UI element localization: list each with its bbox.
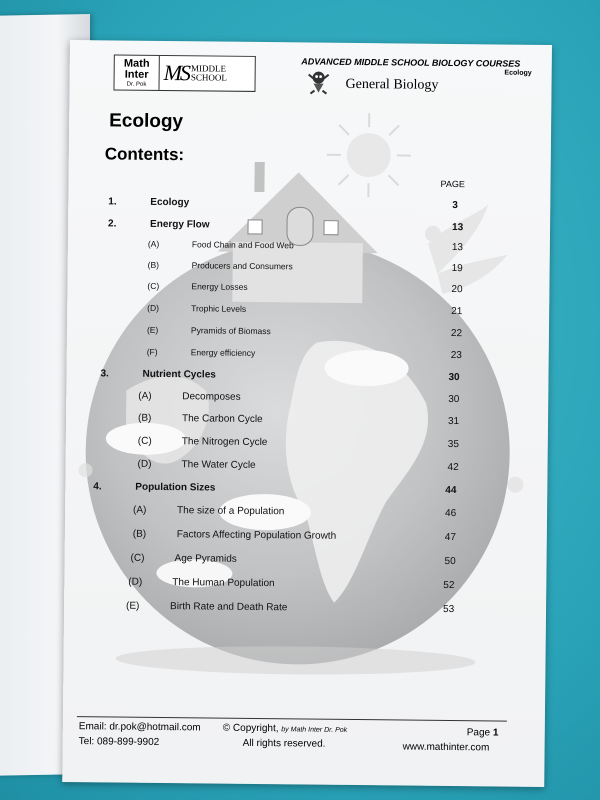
page-footer <box>62 716 545 781</box>
document-page <box>62 40 552 787</box>
math-inter-logo <box>113 54 255 91</box>
toc-number: (D) <box>147 302 160 313</box>
toc-number: (E) <box>146 324 159 335</box>
logo-text-math: Math <box>123 57 150 70</box>
footer-rights: All rights reserved. <box>242 737 326 750</box>
toc-page: 30 <box>448 393 460 406</box>
toc-page: 52 <box>443 579 455 592</box>
toc-page: 20 <box>451 284 463 296</box>
page-column-label: PAGE <box>440 178 465 190</box>
toc-label: Trophic Levels <box>191 303 247 314</box>
toc-number: (A) <box>133 504 147 516</box>
footer-email: Email: dr.pok@hotmail.com <box>78 721 201 734</box>
footer-page-number <box>467 727 499 738</box>
toc-label: Food Chain and Food Web <box>191 239 294 251</box>
page-header <box>109 54 539 99</box>
toc-page: 44 <box>445 484 457 497</box>
toc-page: 23 <box>450 350 462 362</box>
toc-page: 31 <box>447 415 460 428</box>
toc-label: Ecology <box>150 196 190 209</box>
toc-label: Energy efficiency <box>190 347 256 358</box>
page-label: Page <box>466 727 491 739</box>
footer-tel: Tel: 089-899-9902 <box>78 736 160 748</box>
toc-label: Producers and Consumers <box>191 260 293 272</box>
toc-page: 13 <box>451 242 464 254</box>
logo-school: SCHOOL <box>190 72 228 83</box>
toc-number: (D) <box>137 458 152 470</box>
toc-label: Decomposes <box>182 391 241 403</box>
toc-number: (C) <box>147 280 160 291</box>
toc-label: Energy Losses <box>191 281 248 292</box>
subject-small-label: Ecology <box>504 69 532 77</box>
logo-ms: MS <box>163 59 190 86</box>
toc-number: 4. <box>93 481 102 493</box>
toc-page: 42 <box>447 461 459 474</box>
toc-number: (C) <box>130 552 145 564</box>
toc-number: (B) <box>132 528 147 540</box>
toc-label: Energy Flow <box>150 218 210 231</box>
toc-page: 30 <box>448 371 460 384</box>
toc-number: (E) <box>126 600 140 612</box>
toc-page: 47 <box>444 531 456 544</box>
toc-label: The Water Cycle <box>181 459 256 471</box>
toc-number: 2. <box>108 218 117 230</box>
toc-page: 50 <box>444 555 456 568</box>
page-number: 1 <box>492 727 499 739</box>
toc-number: (A) <box>147 238 160 249</box>
toc-page: 3 <box>452 200 458 212</box>
toc-number: (B) <box>137 412 152 424</box>
toc-label: Nutrient Cycles <box>142 368 216 381</box>
toc-label: The size of a Population <box>177 505 285 518</box>
copyright-by: by Math Inter Dr. Pok <box>281 726 348 734</box>
toc-label: The Human Population <box>172 577 275 590</box>
toc-number: 1. <box>108 196 117 208</box>
toc-number: (F) <box>146 346 158 357</box>
toc-label: Birth Rate and Death Rate <box>170 601 288 614</box>
toc-page: 19 <box>451 263 463 275</box>
page-title: Ecology <box>109 110 184 133</box>
logo-text-inter: Inter <box>124 68 149 81</box>
toc-label: The Nitrogen Cycle <box>181 436 268 449</box>
logo-middle: MIDDLE <box>190 62 227 74</box>
footer-copyright <box>223 723 347 735</box>
toc-number: 3. <box>100 368 109 380</box>
contents-heading: Contents: <box>104 144 185 165</box>
subject-title: General Biology <box>345 76 439 93</box>
toc-label: Pyramids of Biomass <box>190 325 271 337</box>
toc-number: (D) <box>128 576 143 588</box>
toc-page: 46 <box>445 507 457 520</box>
logo-author: Dr. Pok <box>126 81 147 88</box>
toc-page: 22 <box>450 328 463 340</box>
mascot-icon <box>305 68 331 94</box>
toc-number: (B) <box>147 259 160 270</box>
toc-label: Factors Affecting Population Growth <box>176 529 337 542</box>
toc-number: (C) <box>137 435 152 447</box>
toc-page: 21 <box>451 306 463 318</box>
toc-page: 35 <box>447 438 459 451</box>
toc-page: 53 <box>442 603 455 616</box>
copyright-text: © Copyright, <box>222 722 279 735</box>
footer-website: www.mathinter.com <box>402 741 490 754</box>
toc-label: Population Sizes <box>135 481 216 494</box>
toc-label: Age Pyramids <box>174 553 237 565</box>
toc-number: (A) <box>138 390 152 402</box>
course-title: ADVANCED MIDDLE SCHOOL BIOLOGY COURSES <box>301 56 521 69</box>
toc-label: The Carbon Cycle <box>181 413 263 426</box>
toc-page: 13 <box>451 222 464 234</box>
